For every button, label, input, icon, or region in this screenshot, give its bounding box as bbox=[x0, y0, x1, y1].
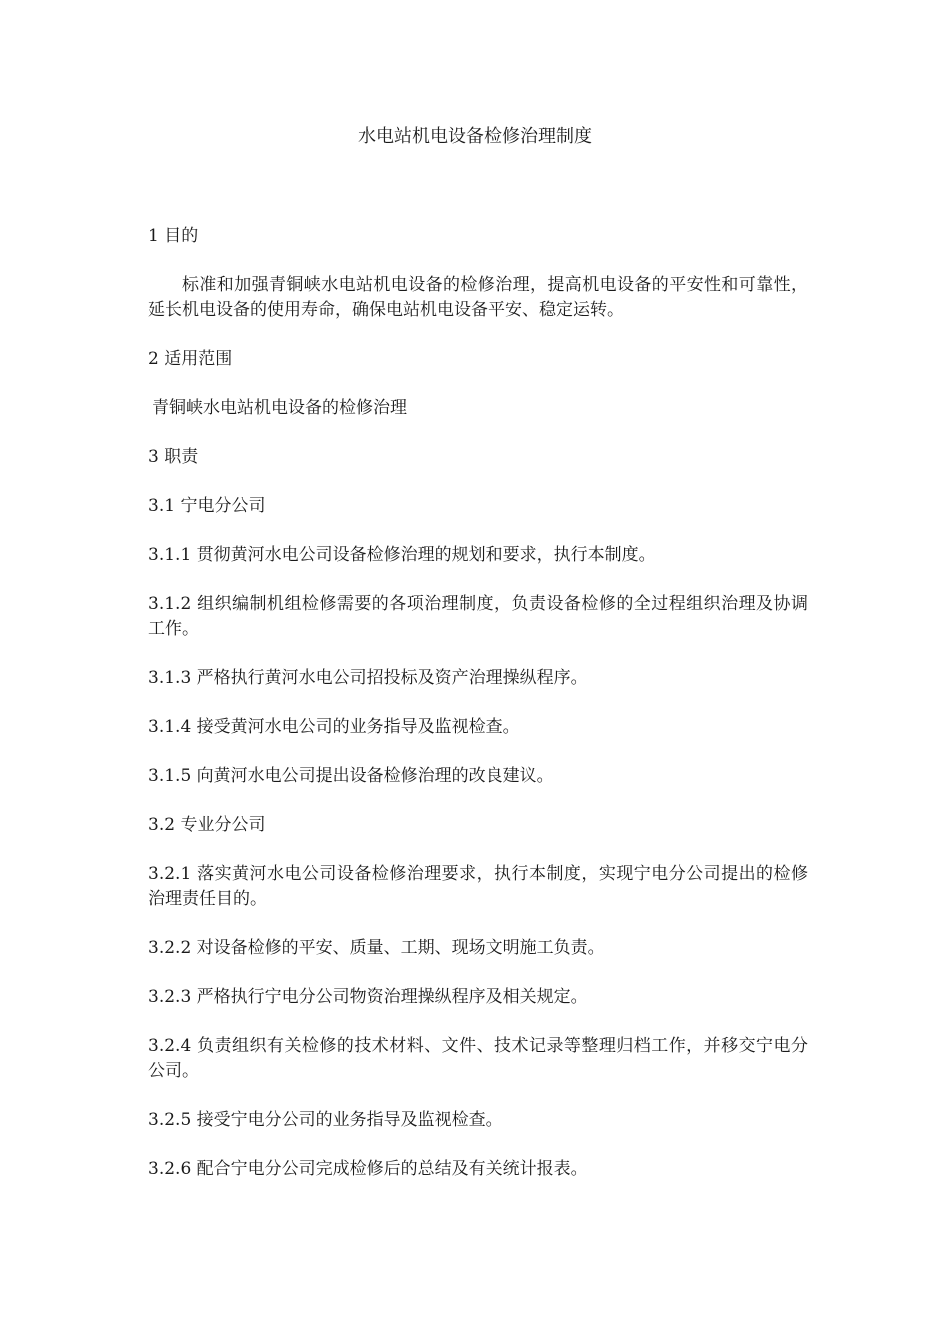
paragraph-3-1-1: 3.1.1 贯彻黄河水电公司设备检修治理的规划和要求，执行本制度。 bbox=[148, 545, 656, 565]
section-heading-purpose: 1 目的 bbox=[148, 226, 199, 246]
section-heading-duties: 3 职责 bbox=[148, 447, 199, 467]
subsection-heading-3-1: 3.1 宁电分公司 bbox=[148, 496, 266, 516]
paragraph-3-1-5: 3.1.5 向黄河水电公司提出设备检修治理的改良建议。 bbox=[148, 766, 554, 786]
paragraph-3-1-3: 3.1.3 严格执行黄河水电公司招投标及资产治理操纵程序。 bbox=[148, 668, 588, 688]
paragraph-3-2-6: 3.2.6 配合宁电分公司完成检修后的总结及有关统计报表。 bbox=[148, 1159, 588, 1179]
paragraph-3-2-5: 3.2.5 接受宁电分公司的业务指导及监视检查。 bbox=[148, 1110, 503, 1130]
section-heading-scope: 2 适用范围 bbox=[148, 349, 233, 369]
document-body bbox=[148, 224, 808, 1206]
paragraph-3-2-4: 3.2.4 负责组织有关检修的技术材料、文件、技术记录等整理归档工作，并移交宁电分公司。 bbox=[148, 1036, 808, 1081]
paragraph-scope: 青铜峡水电站机电设备的检修治理 bbox=[152, 398, 407, 418]
subsection-heading-3-2: 3.2 专业分公司 bbox=[148, 815, 266, 835]
paragraph-3-1-4: 3.1.4 接受黄河水电公司的业务指导及监视检查。 bbox=[148, 717, 520, 737]
document-title: 水电站机电设备检修治理制度 bbox=[358, 126, 592, 147]
paragraph-3-2-1: 3.2.1 落实黄河水电公司设备检修治理要求，执行本制度，实现宁电分公司提出的检修治理责任目的。 bbox=[148, 864, 808, 909]
paragraph-3-1-2: 3.1.2 组织编制机组检修需要的各项治理制度，负责设备检修的全过程组织治理及协调工作。 bbox=[148, 594, 808, 639]
paragraph-3-2-2: 3.2.2 对设备检修的平安、质量、工期、现场文明施工负责。 bbox=[148, 938, 605, 958]
paragraph-purpose: 标准和加强青铜峡水电站机电设备的检修治理，提高机电设备的平安性和可靠性，延长机电设备的使用寿命，确保电站机电设备平安、稳定运转。 bbox=[148, 275, 808, 320]
paragraph-3-2-3: 3.2.3 严格执行宁电分公司物资治理操纵程序及相关规定。 bbox=[148, 987, 588, 1007]
